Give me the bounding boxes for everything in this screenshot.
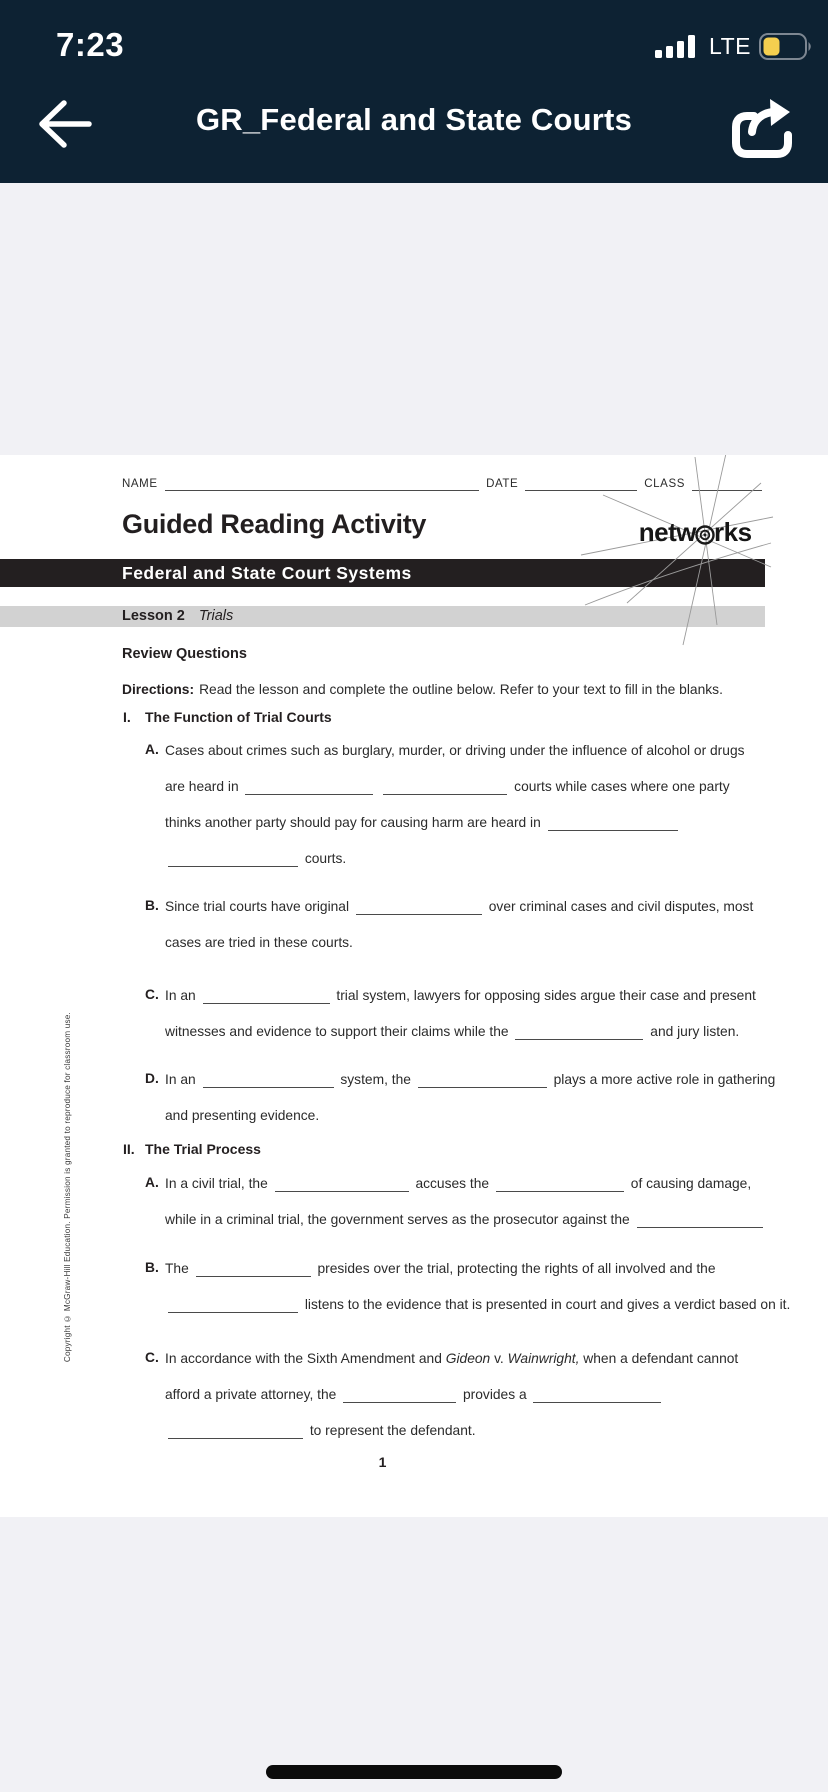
outline-line — [165, 1023, 785, 1059]
section-heading-text: The Trial Process — [145, 1141, 261, 1157]
line-text: afford a private attorney, the — [165, 1387, 337, 1402]
line-text: system, the — [340, 1072, 411, 1087]
fill-in-blank — [343, 1390, 456, 1403]
line-text: accuses the — [415, 1176, 490, 1191]
line-text: presides over the trial, protecting the rights of all involved and the — [317, 1261, 716, 1276]
outline-line — [165, 1107, 785, 1143]
line-text: witnesses and evidence to support their claims while the — [165, 1024, 509, 1039]
review-questions-heading: Review Questions — [122, 646, 247, 662]
line-text: In an — [165, 1072, 196, 1087]
field-rule-line — [165, 477, 479, 491]
fill-in-blank — [637, 1215, 763, 1228]
fill-in-blank — [515, 1027, 643, 1040]
fill-in-blank — [245, 782, 373, 795]
outline-section-heading — [123, 1141, 261, 1157]
outline-line — [165, 1296, 791, 1332]
status-icons — [655, 33, 814, 60]
item-letter: A. — [145, 1175, 159, 1190]
case-name-italic: Gideon — [445, 1351, 491, 1366]
fill-in-blank — [275, 1179, 409, 1192]
line-text: when a defendant cannot — [583, 1351, 739, 1366]
field-rule-line — [525, 477, 637, 491]
field-label-class: CLASS — [644, 478, 685, 490]
field-label-date: DATE — [486, 478, 519, 490]
line-text: In an — [165, 988, 196, 1003]
battery-icon — [759, 33, 814, 60]
outline-line — [165, 814, 785, 850]
outline-line — [165, 778, 785, 814]
document-title-nav: GR_Federal and State Courts — [195, 102, 633, 137]
app-header — [0, 0, 828, 183]
outline-item-II-A — [145, 1175, 785, 1247]
cellular-signal-icon — [655, 35, 701, 58]
outline-line — [165, 1422, 785, 1458]
outline-item-II-C — [145, 1350, 785, 1458]
networks-logo-left: netw — [638, 517, 696, 547]
outline-item-I-A — [145, 742, 785, 886]
line-text: The — [165, 1261, 189, 1276]
line-text: Cases about crimes such as burglary, murder, or driving under the influence of alcohol or drugs — [165, 743, 745, 758]
line-text: Since trial courts have original — [165, 899, 350, 914]
page-number: 1 — [378, 1454, 387, 1470]
line-text: courts. — [304, 851, 347, 866]
item-letter: A. — [145, 742, 159, 757]
section-numeral: I. — [123, 709, 131, 725]
fill-in-blank — [196, 1264, 311, 1277]
copyright-text: Copyright © McGraw-Hill Education. Permission is granted to reproduce for classroom use. — [62, 1011, 72, 1363]
case-name-italic: Wainwright, — [507, 1351, 580, 1366]
outline-item-I-C — [145, 987, 785, 1059]
line-text: In a civil trial, the — [165, 1176, 268, 1191]
line-text: to represent the defendant. — [309, 1423, 476, 1438]
outline-line — [165, 1211, 785, 1247]
line-text: and presenting evidence. — [165, 1108, 320, 1123]
fill-in-blank — [356, 902, 482, 915]
pdf-page[interactable] — [0, 455, 828, 1517]
item-letter: C. — [145, 987, 159, 1002]
lesson-bar — [0, 606, 765, 627]
line-text: trial system, lawyers for opposing sides argue their case and present — [336, 988, 756, 1003]
fill-in-blank — [548, 818, 678, 831]
section-heading-text: The Function of Trial Courts — [145, 709, 332, 725]
line-text: plays a more active role in gathering — [553, 1072, 776, 1087]
outline-line — [165, 987, 785, 1023]
fill-in-blank — [496, 1179, 624, 1192]
directions-paragraph — [122, 682, 723, 697]
line-text: listens to the evidence that is presented in court and gives a verdict based on it. — [304, 1297, 791, 1312]
header-fields-row — [122, 477, 762, 491]
network-type-label: LTE — [709, 33, 751, 59]
line-text: v. — [494, 1351, 504, 1366]
outline-line — [165, 850, 785, 886]
outline-line — [165, 1071, 785, 1107]
line-text: cases are tried in these courts. — [165, 935, 353, 950]
worksheet-title: Guided Reading Activity — [122, 509, 427, 539]
field-rule-line — [692, 477, 762, 491]
lesson-title: Trials — [198, 608, 234, 624]
fill-in-blank — [168, 854, 298, 867]
outline-line — [165, 1175, 785, 1211]
field-label-name: NAME — [122, 478, 158, 490]
fill-in-blank — [533, 1390, 661, 1403]
outline-line — [165, 1386, 785, 1422]
fill-in-blank — [383, 782, 507, 795]
share-button[interactable] — [732, 92, 792, 158]
chapter-banner: Federal and State Court Systems — [0, 559, 765, 587]
outline-item-I-D — [145, 1071, 785, 1143]
item-letter: B. — [145, 1260, 159, 1275]
line-text: and jury listen. — [650, 1024, 740, 1039]
item-letter: C. — [145, 1350, 159, 1365]
outline-item-II-B — [145, 1260, 791, 1332]
line-text: are heard in — [165, 779, 239, 794]
fill-in-blank — [203, 991, 330, 1004]
outline-line — [165, 934, 785, 970]
lesson-number: Lesson 2 — [122, 608, 185, 624]
section-numeral: II. — [123, 1141, 135, 1157]
item-letter: D. — [145, 1071, 159, 1086]
copyright-sidebar — [58, 1007, 76, 1367]
fill-in-blank — [168, 1426, 303, 1439]
status-time: 7:23 — [56, 26, 125, 63]
outline-section-heading — [123, 709, 332, 725]
line-text: courts while cases where one party — [514, 779, 730, 794]
outline-line — [165, 1260, 785, 1296]
line-text: provides a — [462, 1387, 527, 1402]
directions-label: Directions: — [122, 682, 195, 697]
item-letter: B. — [145, 898, 159, 913]
line-text: over criminal cases and civil disputes, most — [488, 899, 754, 914]
line-text: while in a criminal trial, the government serves as the prosecutor against the — [165, 1212, 630, 1227]
fill-in-blank — [203, 1075, 334, 1088]
outline-line — [165, 742, 785, 778]
home-indicator[interactable] — [266, 1765, 562, 1779]
line-text: In accordance with the Sixth Amendment and — [165, 1351, 442, 1366]
directions-text: Read the lesson and complete the outline below. Refer to your text to fill in the blanks. — [199, 682, 723, 697]
outline-line — [165, 1350, 785, 1386]
line-text: of causing damage, — [630, 1176, 752, 1191]
networks-logo-right: rks — [714, 517, 752, 547]
outline-item-I-B — [145, 898, 785, 970]
line-text: thinks another party should pay for causing harm are heard in — [165, 815, 541, 830]
fill-in-blank — [418, 1075, 547, 1088]
outline-line — [165, 898, 785, 934]
fill-in-blank — [168, 1300, 298, 1313]
